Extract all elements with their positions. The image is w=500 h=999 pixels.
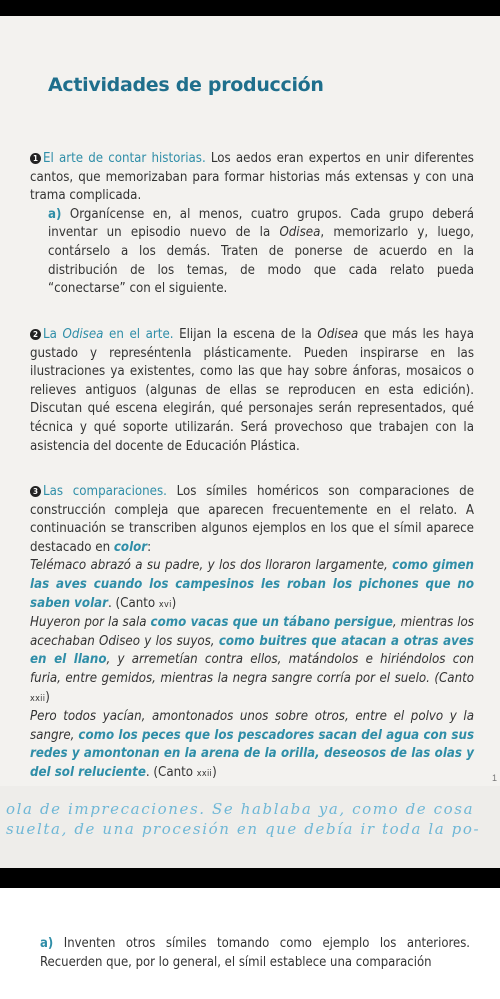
number-badge-3: 3 xyxy=(30,486,41,497)
activity-2-heading-part: La xyxy=(43,327,63,342)
page-side-number: 1 xyxy=(492,773,498,783)
handwritten-line-1: ola de imprecaciones. Se hablaba ya, como de cosa xyxy=(6,800,475,818)
color-word: color xyxy=(113,539,148,555)
activity-2-heading-end: en el arte. xyxy=(103,327,174,342)
quote-1-ref: . (Canto xyxy=(108,595,159,611)
activity-1-text: Los aedos eran expertos en unir diferentes cantos, que memorizaban para formar historias más extensas y con una trama complicada. xyxy=(30,151,474,204)
quote-2-text-end: , y arremetían contra ellos, matándolos e hiriéndolos con furia, entre gemidos, mientras la negra sangre corría por el suelo. (Canto xyxy=(30,652,474,686)
top-black-bar xyxy=(0,0,500,16)
canto-number-3: xxii xyxy=(196,768,213,779)
number-badge-1: 1 xyxy=(30,153,41,164)
quote-1-text: Telémaco abrazó a su padre, y los dos lloraron largamente, xyxy=(30,558,393,574)
quote-3 xyxy=(30,708,474,783)
page-title: Actividades de producción xyxy=(48,74,324,96)
simile-2a: como vacas que un tábano persigue xyxy=(150,615,393,631)
activity-2-text-end: que más les haya gustado y represéntenla plásticamente. Pueden inspirarse en las ilustraciones ya existentes, como las que hay sobre ánforas, mosaicos o relieves antiguos (algunas de ellas se reproducen en esta edición). Discutan qué escena elegirán, qué personajes serán representados, qué técnica y qué soporte utilizarán. Será provechoso que trabajen con la asistencia del docente de Educación Plástica. xyxy=(30,327,474,454)
activity-3 xyxy=(30,483,474,784)
activity-2-text: Elijan la escena de la xyxy=(173,327,318,342)
activity-2-heading xyxy=(43,327,174,342)
activity-1a xyxy=(30,206,474,299)
quote-3-ref-end: ) xyxy=(212,764,217,780)
activity-1-heading: El arte de contar historias. xyxy=(43,151,206,166)
activity-3a-label: a) xyxy=(40,936,54,951)
activity-1 xyxy=(30,150,474,299)
quote-2-ref-end: ) xyxy=(45,689,50,705)
activity-3-heading: Las comparaciones. xyxy=(43,484,167,499)
activity-2-text-italic: Odisea xyxy=(317,327,359,342)
handwritten-line-2: suelta, de una procesión en que debía ir toda la po- xyxy=(6,820,481,838)
simile-2b: como buitres que atacan a otras aves en el llano xyxy=(30,633,474,668)
quote-2-text: Huyeron por la sala xyxy=(30,615,151,631)
quote-1 xyxy=(30,557,474,614)
activity-2-heading-italic: Odisea xyxy=(62,327,104,342)
simile-3: como los peces que los pescadores sacan del agua con sus redes y amontonan en la arena de la orilla, deseosos de las olas y del sol reluciente xyxy=(30,727,475,780)
activity-3-text-end: : xyxy=(147,539,152,555)
quote-3-text: Pero todos yacían, amontonados unos sobre otros, entre el polvo y la sangre, xyxy=(30,709,474,743)
simile-1: como gimen las aves cuando los campesinos les roban los pichones que no saben volar xyxy=(30,558,474,611)
canto-number-1: xvi xyxy=(158,599,172,610)
activity-1a-text: Organícense en, al menos, cuatro grupos. Cada grupo deberá inventar un episodio nuevo de la xyxy=(48,206,474,241)
quote-2 xyxy=(30,614,474,708)
quote-3-ref: . (Canto xyxy=(145,764,197,780)
activity-1a-label: a) xyxy=(48,206,62,222)
activity-1a-text-end: , memorizarlo y, luego, contárselo a los demás. Traten de ponerse de acuerdo en la distribución de los temas, de modo que cada relato pueda “conectarse” con el siguiente. xyxy=(48,225,474,297)
activity-1a-italic: Odisea xyxy=(279,225,321,241)
activity-3a-text: Inventen otros símiles tomando como ejemplo los anteriores. Recuerden que, por lo general, el símil establece una comparación xyxy=(40,936,470,970)
activity-2 xyxy=(30,326,474,456)
middle-black-bar xyxy=(0,868,500,888)
canto-number-2: xxii xyxy=(30,693,46,704)
activity-3-text: Los símiles homéricos son comparaciones de construcción compleja que aparecen frecuentemente en el relato. A continuación se transcriben algunos ejemplos en los que el símil aparece destacado en xyxy=(30,484,474,555)
quote-1-ref-end: ) xyxy=(171,595,177,611)
activity-3a xyxy=(40,935,470,972)
number-badge-2: 2 xyxy=(30,329,41,340)
quote-2-text-mid: , mientras los acechaban Odiseo y los suyos, xyxy=(30,615,474,649)
